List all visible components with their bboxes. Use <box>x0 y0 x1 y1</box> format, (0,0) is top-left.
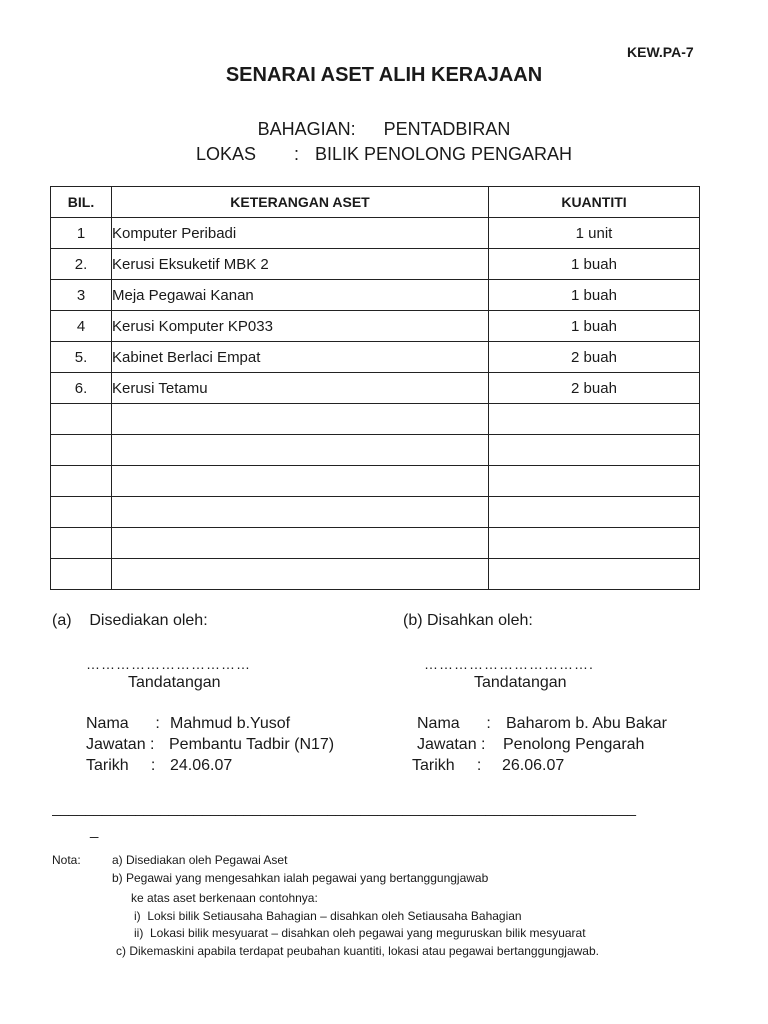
table-row <box>51 404 700 435</box>
cell-kuantiti <box>489 497 700 528</box>
cell-keterangan: Kerusi Komputer KP033 <box>112 311 489 342</box>
nota-item-b-i: i) Loksi bilik Setiausaha Bahagian – disahkan oleh Setiausaha Bahagian <box>134 909 522 923</box>
table-row <box>51 218 700 249</box>
nota-item-b-ii: ii) Lokasi bilik mesyuarat – disahkan oleh pegawai yang meguruskan bilik mesyuarat <box>134 926 586 940</box>
nota-label: Nota: <box>52 853 81 867</box>
approved-by-jawatan-value: Penolong Pengarah <box>503 736 645 753</box>
nota-item-b: b) Pegawai yang mengesahkan ialah pegawai yang bertanggungjawab <box>112 871 489 885</box>
prepared-by-signature-line: …………………………… <box>86 656 251 672</box>
lokasi-label: LOKAS <box>195 144 256 164</box>
table-header-row <box>51 187 700 218</box>
cell-kuantiti: 2 buah <box>489 342 700 373</box>
header-keterangan: KETERANGAN ASET <box>112 187 489 218</box>
separator-tail: _ <box>90 822 99 839</box>
approved-by-signature-line: ……………………………. <box>424 656 594 672</box>
cell-kuantiti <box>489 435 700 466</box>
lokasi-separator: : <box>293 144 299 164</box>
prepared-by-jawatan-label: Jawatan : <box>86 736 155 753</box>
approved-by-tarikh-label: Tarikh : <box>412 757 482 774</box>
approved-by-jawatan-label: Jawatan : <box>417 736 486 753</box>
cell-bil: 2. <box>51 249 112 280</box>
prepared-by-nama-label: Nama : <box>86 715 160 732</box>
header-bil: BIL. <box>51 187 112 218</box>
cell-kuantiti <box>489 404 700 435</box>
cell-bil: 4 <box>51 311 112 342</box>
cell-keterangan: Kerusi Tetamu <box>112 373 489 404</box>
nota-item-a: a) Disediakan oleh Pegawai Aset <box>112 853 288 867</box>
table-row <box>51 466 700 497</box>
cell-bil: 3 <box>51 280 112 311</box>
cell-bil: 5. <box>51 342 112 373</box>
table-row <box>51 249 700 280</box>
cell-keterangan <box>112 435 489 466</box>
cell-bil <box>51 435 112 466</box>
prepared-by-nama-value: Mahmud b.Yusof <box>170 715 291 732</box>
separator-line: ______________________________________________________________________ <box>52 800 636 817</box>
cell-keterangan <box>112 528 489 559</box>
cell-bil: 1 <box>51 218 112 249</box>
approved-by-nama-value: Baharom b. Abu Bakar <box>506 715 667 732</box>
approved-by-signature-label: Tandatangan <box>474 674 567 691</box>
cell-keterangan: Kerusi Eksuketif MBK 2 <box>112 249 489 280</box>
cell-bil <box>51 404 112 435</box>
bahagian-label: BAHAGIAN: <box>257 119 356 139</box>
cell-kuantiti: 2 buah <box>489 373 700 404</box>
nota-item-b-continued: ke atas aset berkenaan contohnya: <box>131 891 318 905</box>
table-row <box>51 280 700 311</box>
cell-keterangan: Kabinet Berlaci Empat <box>112 342 489 373</box>
table-row <box>51 311 700 342</box>
bahagian-value: PENTADBIRAN <box>383 119 511 139</box>
cell-bil: 6. <box>51 373 112 404</box>
cell-keterangan: Meja Pegawai Kanan <box>112 280 489 311</box>
cell-bil <box>51 528 112 559</box>
approved-by-tarikh-value: 26.06.07 <box>502 757 565 774</box>
prepared-by-tarikh-label: Tarikh : <box>86 757 156 774</box>
cell-bil <box>51 497 112 528</box>
approved-by-heading: (b) Disahkan oleh: <box>403 612 533 629</box>
prepared-by-jawatan-value: Pembantu Tadbir (N17) <box>169 736 335 753</box>
cell-kuantiti: 1 buah <box>489 280 700 311</box>
prepared-by-tarikh-value: 24.06.07 <box>170 757 233 774</box>
cell-kuantiti <box>489 528 700 559</box>
cell-bil <box>51 559 112 590</box>
header-kuantiti: KUANTITI <box>489 187 700 218</box>
cell-kuantiti: 1 unit <box>489 218 700 249</box>
approved-by-nama-label: Nama : <box>417 715 491 732</box>
cell-bil <box>51 466 112 497</box>
table-row <box>51 373 700 404</box>
lokasi-line <box>0 144 768 165</box>
cell-kuantiti: 1 buah <box>489 311 700 342</box>
prepared-by-signature-label: Tandatangan <box>128 674 221 691</box>
cell-keterangan <box>112 404 489 435</box>
document-title: SENARAI ASET ALIH KERAJAAN <box>225 64 543 86</box>
cell-keterangan <box>112 497 489 528</box>
prepared-by-heading: (a) Disediakan oleh: <box>52 612 208 629</box>
table-row <box>51 528 700 559</box>
cell-kuantiti <box>489 559 700 590</box>
cell-kuantiti <box>489 466 700 497</box>
cell-keterangan: Komputer Peribadi <box>112 218 489 249</box>
cell-keterangan <box>112 559 489 590</box>
table-row <box>51 435 700 466</box>
asset-table <box>50 186 700 590</box>
table-row <box>51 497 700 528</box>
bahagian-line <box>0 119 768 140</box>
table-row <box>51 342 700 373</box>
nota-item-c: c) Dikemaskini apabila terdapat peubahan kuantiti, lokasi atau pegawai bertanggungjawab. <box>116 944 599 958</box>
form-code: KEW.PA-7 <box>627 44 694 60</box>
cell-kuantiti: 1 buah <box>489 249 700 280</box>
table-row <box>51 559 700 590</box>
cell-keterangan <box>112 466 489 497</box>
lokasi-value: BILIK PENOLONG PENGARAH <box>314 144 573 164</box>
